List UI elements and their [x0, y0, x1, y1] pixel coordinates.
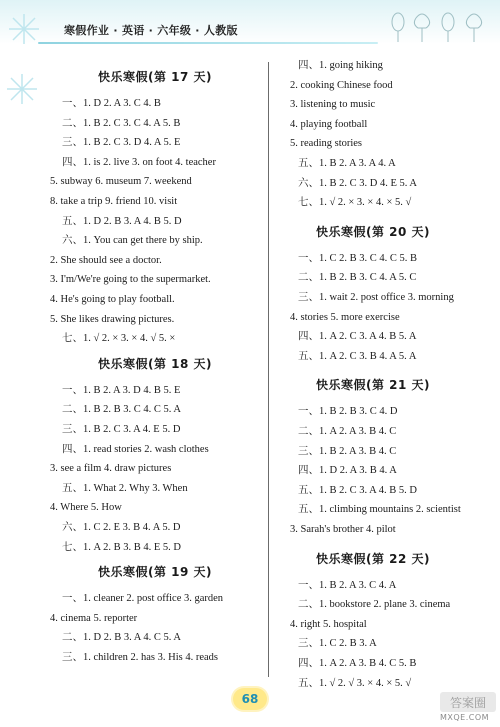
answer-line: 一、1. B 2. A 3. C 4. A	[298, 579, 397, 591]
answer-line: 五、1. √ 2. √ 3. × 4. × 5. √	[298, 677, 412, 689]
answer-line: 二、1. B 2. B 3. C 4. A 5. C	[298, 272, 417, 284]
snowflake-decoration-icon	[4, 4, 64, 124]
column-divider	[268, 62, 269, 677]
answer-line: 四、1. A 2. C 3. A 4. B 5. A	[298, 331, 417, 343]
answer-line: 5. She likes drawing pictures.	[50, 313, 175, 325]
section-heading: 快乐寒假(第 18 天)	[98, 356, 213, 371]
answer-line: 一、1. C 2. B 3. C 4. C 5. B	[298, 252, 418, 264]
answer-line: 4. right 5. hospital	[290, 618, 367, 630]
answer-line: 三、1. B 2. A 3. B 4. C	[298, 445, 397, 457]
answer-line: 3. Sarah's brother 4. pilot	[290, 524, 396, 535]
answer-line: 三、1. wait 2. post office 3. morning	[298, 292, 454, 303]
answer-line: 4. playing football	[290, 118, 368, 130]
answer-line: 二、1. bookstore 2. plane 3. cinema	[298, 599, 451, 611]
answer-line: 一、1. D 2. A 3. C 4. B	[62, 98, 161, 109]
answer-line: 五、1. climbing mountains 2. scientist	[298, 504, 461, 516]
answer-line: 四、1. A 2. A 3. B 4. C 5. B	[298, 658, 417, 669]
answer-line: 一、1. cleaner 2. post office 3. garden	[62, 593, 224, 605]
header-title: 寒假作业 · 英语 · 六年级 · 人教版	[64, 24, 238, 37]
page-number: 68	[233, 688, 267, 710]
answer-line: 七、1. A 2. B 3. B 4. E 5. D	[62, 541, 182, 553]
answer-line: 4. stories 5. more exercise	[290, 311, 400, 323]
answer-line: 六、1. B 2. C 3. D 4. E 5. A	[298, 177, 418, 189]
answer-line: 4. He's going to play football.	[50, 294, 175, 305]
answer-line: 5. subway 6. museum 7. weekend	[50, 176, 192, 188]
answer-line: 3. see a film 4. draw pictures	[50, 463, 172, 475]
answer-line: 五、1. D 2. B 3. A 4. B 5. D	[62, 215, 182, 227]
answer-line: 一、1. B 2. B 3. C 4. D	[298, 406, 398, 418]
answer-line: 3. listening to music	[290, 99, 376, 111]
answer-line: 二、1. D 2. B 3. A 4. C 5. A	[62, 632, 182, 644]
answer-line: 2. She should see a doctor.	[50, 254, 162, 266]
section-heading: 快乐寒假(第 19 天)	[98, 565, 213, 580]
answer-line: 3. I'm/We're going to the supermarket.	[50, 274, 211, 286]
answer-line: 三、1. B 2. C 3. D 4. A 5. E	[62, 137, 181, 149]
answer-line: 六、1. C 2. E 3. B 4. A 5. D	[62, 522, 181, 533]
answer-line: 一、1. B 2. A 3. D 4. B 5. E	[62, 384, 181, 396]
answer-line: 三、1. C 2. B 3. A	[298, 638, 377, 650]
answer-line: 五、1. B 2. C 3. A 4. B 5. D	[298, 484, 418, 496]
header-underline	[38, 42, 378, 44]
trees-decoration-icon	[386, 8, 496, 48]
answer-line: 二、1. A 2. A 3. B 4. C	[298, 426, 397, 437]
answer-line: 二、1. B 2. B 3. C 4. C 5. A	[62, 404, 182, 416]
answer-line: 五、1. What 2. Why 3. When	[62, 482, 188, 494]
answer-line: 8. take a trip 9. friend 10. visit	[50, 196, 178, 207]
answer-line: 三、1. children 2. has 3. His 4. reads	[62, 652, 219, 663]
section-heading: 快乐寒假(第 21 天)	[316, 378, 431, 393]
answer-line: 六、1. You can get there by ship.	[62, 235, 203, 247]
watermark-text: MXQE.COM	[440, 713, 490, 722]
answer-line: 三、1. B 2. C 3. A 4. E 5. D	[62, 424, 181, 435]
answer-line: 七、1. √ 2. × 3. × 4. × 5. √	[298, 197, 412, 209]
answer-line: 4. cinema 5. reporter	[50, 612, 138, 624]
answer-line: 四、1. going hiking	[298, 60, 383, 71]
answer-line: 四、1. read stories 2. wash clothes	[62, 443, 209, 455]
answer-line: 二、1. B 2. C 3. C 4. A 5. B	[62, 117, 181, 129]
answer-line: 七、1. √ 2. × 3. × 4. √ 5. ×	[62, 333, 176, 345]
section-heading: 快乐寒假(第 20 天)	[316, 224, 431, 239]
svg-text:答案圈: 答案圈	[449, 696, 487, 710]
answer-line: 四、1. D 2. A 3. B 4. A	[298, 465, 397, 477]
answer-line: 四、1. is 2. live 3. on foot 4. teacher	[62, 156, 216, 168]
answer-line: 五、1. B 2. A 3. A 4. A	[298, 158, 396, 169]
section-heading: 快乐寒假(第 22 天)	[316, 551, 431, 566]
answer-line: 4. Where 5. How	[50, 502, 122, 514]
answer-line: 2. cooking Chinese food	[290, 79, 393, 91]
section-heading: 快乐寒假(第 17 天)	[98, 70, 213, 84]
answer-line: 5. reading stories	[290, 138, 363, 150]
answer-line: 五、1. A 2. C 3. B 4. A 5. A	[298, 350, 417, 362]
